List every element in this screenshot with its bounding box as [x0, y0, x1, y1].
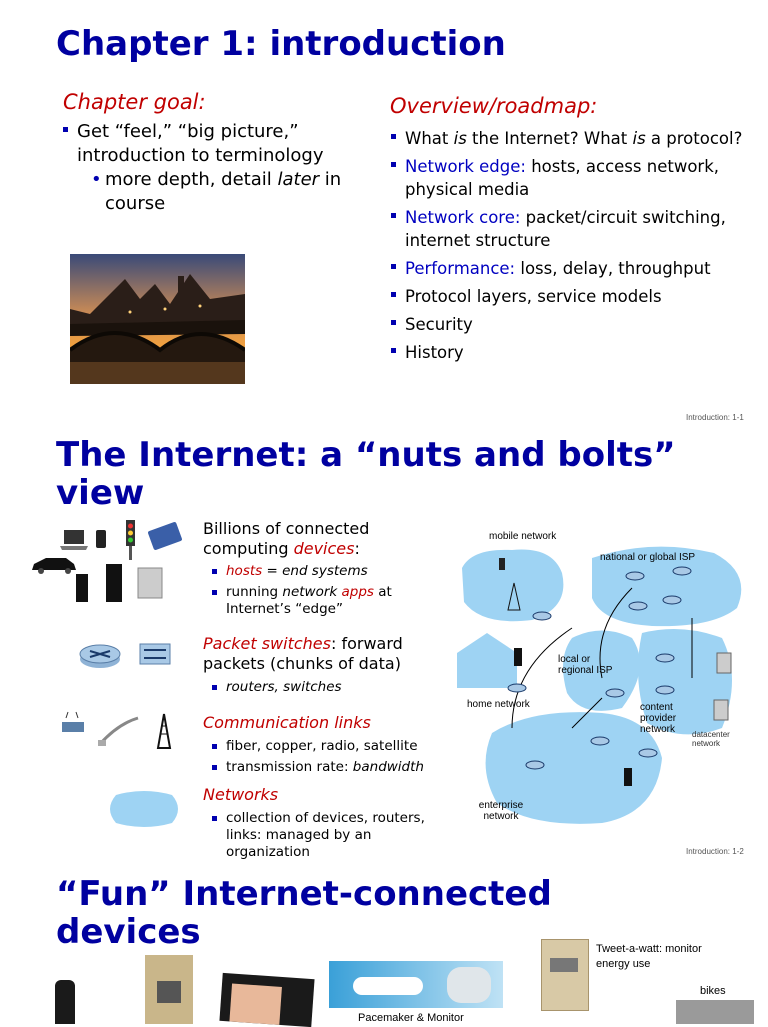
- goal-item: Get “feel,” “big picture,” introduction to terminology: [63, 120, 363, 168]
- tweet-a-watt-caption: Tweet-a-watt: monitor energy use: [596, 943, 702, 970]
- label-mobile-network: mobile network: [489, 531, 557, 542]
- pacemaker-photo: [329, 961, 503, 1008]
- bikes-caption: bikes: [700, 985, 726, 997]
- devices-item: hosts = end systems: [212, 563, 442, 580]
- label-content-provider: content provider network: [640, 702, 677, 735]
- packet-switches-text: Packet switches: forward packets (chunks of data): [203, 634, 403, 673]
- server-icon: [76, 564, 162, 602]
- label-home-network: home network: [467, 699, 530, 710]
- devices-text: Billions of connected computing devices:: [203, 519, 370, 558]
- cable-icon: [98, 718, 138, 746]
- smartphone-icon: [96, 530, 106, 548]
- goal-sub-item: • more depth, detail later in course: [91, 169, 342, 214]
- label-enterprise: enterprise network: [478, 800, 524, 822]
- slide1-title: Chapter 1: introduction: [56, 24, 506, 64]
- roadmap-item: Performance: loss, delay, throughput: [391, 257, 751, 280]
- switches-list: [212, 679, 442, 696]
- roadmap-item: Security: [391, 313, 751, 336]
- slide2-title: The Internet: a “nuts and bolts” view: [56, 435, 676, 513]
- packet-switch-icons: [78, 638, 178, 672]
- switches-item: routers, switches: [212, 679, 442, 696]
- roadmap-item: What is the Internet? What is a protocol?: [391, 127, 751, 150]
- network-cloud-icon: [106, 789, 182, 829]
- networks-list: [212, 810, 452, 861]
- cell-tower-icon: [158, 714, 170, 748]
- switch-icon: [140, 644, 170, 664]
- links-item: transmission rate: bandwidth: [212, 759, 442, 776]
- laptop-icon: [60, 530, 88, 550]
- picture-frame-photo: [219, 973, 314, 1027]
- slide2-page-number: Introduction: 1-2: [686, 847, 744, 856]
- label-national-isp: national or global ISP: [600, 552, 696, 563]
- traffic-light-icon: [126, 520, 135, 560]
- pacemaker-caption: Pacemaker & Monitor: [358, 1012, 464, 1024]
- label-datacenter: datacenter network: [692, 730, 730, 748]
- roadmap-item: History: [391, 341, 751, 364]
- links-list: [212, 738, 442, 776]
- devices-list: [212, 563, 442, 618]
- links-item: fiber, copper, radio, satellite: [212, 738, 442, 755]
- roadmap-item: Protocol layers, service models: [391, 285, 751, 308]
- chapter-goal-list: [63, 120, 363, 216]
- modem-icon: [62, 712, 84, 732]
- label-local-isp: local or regional ISP: [558, 654, 613, 676]
- smart-speaker-photo: [55, 980, 75, 1024]
- car-icon: [32, 558, 76, 574]
- thermostat-photo: [145, 955, 193, 1024]
- slide3-title: “Fun” Internet-connected devices: [56, 874, 552, 952]
- chapter-goal-heading: Chapter goal:: [63, 90, 206, 114]
- networks-item: collection of devices, routers, links: managed by an organization: [212, 810, 452, 861]
- tablet-icon: [147, 521, 182, 550]
- overview-heading: Overview/roadmap:: [390, 94, 598, 118]
- devices-item: running network apps at Internet’s “edge”: [212, 584, 442, 618]
- link-icons: [58, 704, 188, 750]
- end-system-icons: [26, 516, 190, 606]
- roadmap-item: Network core: packet/circuit switching, internet structure: [391, 206, 751, 252]
- internet-diagram: [452, 528, 758, 834]
- router-icon: [80, 645, 120, 668]
- roadmap-list: [391, 127, 751, 364]
- bikes-photo: [676, 1000, 754, 1024]
- tweet-a-watt-photo: [541, 939, 589, 1011]
- paris-bridge-photo: [70, 254, 245, 384]
- networks-heading: Networks: [203, 785, 279, 804]
- slide1-page-number: Introduction: 1-1: [686, 413, 744, 422]
- links-heading: Communication links: [203, 713, 371, 732]
- roadmap-item: Network edge: hosts, access network, physical media: [391, 155, 751, 201]
